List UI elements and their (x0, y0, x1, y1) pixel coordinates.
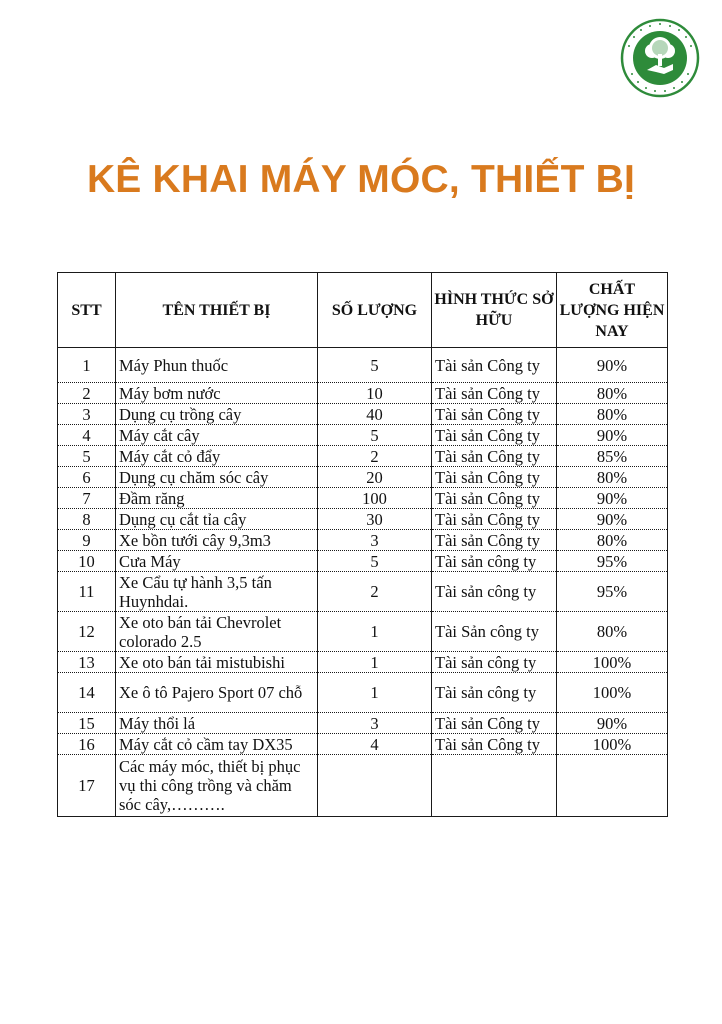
cell-ownership: Tài sản Công ty (432, 446, 557, 467)
cell-ownership: Tài sản Công ty (432, 467, 557, 488)
table-row (58, 713, 668, 734)
table-row (58, 551, 668, 572)
cell-quantity: 2 (318, 572, 432, 612)
cell-quantity: 5 (318, 551, 432, 572)
company-logo (620, 18, 700, 98)
cell-stt: 6 (58, 467, 116, 488)
cell-stt: 1 (58, 348, 116, 383)
cell-name: Xe oto bán tải mistubishi (116, 652, 318, 673)
cell-name: Máy thổi lá (116, 713, 318, 734)
cell-ownership: Tài sản Công ty (432, 348, 557, 383)
cell-quantity: 1 (318, 673, 432, 713)
cell-quality (557, 755, 668, 817)
table-row (58, 612, 668, 652)
cell-quantity: 3 (318, 713, 432, 734)
table-row (58, 383, 668, 404)
cell-name: Dụng cụ chăm sóc cây (116, 467, 318, 488)
cell-ownership: Tài sản Công ty (432, 530, 557, 551)
cell-name: Xe ô tô Pajero Sport 07 chỗ (116, 673, 318, 713)
cell-quantity: 5 (318, 425, 432, 446)
cell-quantity: 5 (318, 348, 432, 383)
cell-stt: 2 (58, 383, 116, 404)
cell-quantity: 1 (318, 612, 432, 652)
cell-ownership: Tài sản công ty (432, 673, 557, 713)
cell-quantity: 100 (318, 488, 432, 509)
cell-stt: 5 (58, 446, 116, 467)
cell-quality: 90% (557, 348, 668, 383)
cell-name: Xe bồn tưới cây 9,3m3 (116, 530, 318, 551)
cell-quality: 95% (557, 572, 668, 612)
cell-ownership: Tài sản công ty (432, 551, 557, 572)
table-body (58, 348, 668, 817)
cell-ownership: Tài sản Công ty (432, 383, 557, 404)
tree-handshake-logo-icon (620, 18, 700, 98)
cell-stt: 14 (58, 673, 116, 713)
table-row (58, 509, 668, 530)
cell-ownership (432, 755, 557, 817)
cell-ownership: Tài sản Công ty (432, 713, 557, 734)
cell-stt: 4 (58, 425, 116, 446)
cell-stt: 11 (58, 572, 116, 612)
cell-quantity: 3 (318, 530, 432, 551)
cell-ownership: Tài sản Công ty (432, 488, 557, 509)
cell-ownership: Tài Sản công ty (432, 612, 557, 652)
cell-stt: 9 (58, 530, 116, 551)
header-name: TÊN THIẾT BỊ (116, 273, 318, 348)
table-row (58, 404, 668, 425)
cell-name: Các máy móc, thiết bị phục vụ thi công trồng và chăm sóc cây,………. (116, 755, 318, 817)
cell-quantity: 10 (318, 383, 432, 404)
table-row (58, 530, 668, 551)
cell-name: Máy Phun thuốc (116, 348, 318, 383)
table-row (58, 652, 668, 673)
cell-name: Xe Cẩu tự hành 3,5 tấn Huynhdai. (116, 572, 318, 612)
cell-quality: 100% (557, 652, 668, 673)
cell-quality: 100% (557, 673, 668, 713)
cell-quality: 80% (557, 612, 668, 652)
cell-stt: 7 (58, 488, 116, 509)
header-quality: CHẤT LƯỢNG HIỆN NAY (557, 273, 668, 348)
header-ownership: HÌNH THỨC SỞ HỮU (432, 273, 557, 348)
cell-quality: 80% (557, 383, 668, 404)
cell-name: Máy cắt cỏ đẩy (116, 446, 318, 467)
header-stt: STT (58, 273, 116, 348)
cell-quality: 90% (557, 425, 668, 446)
table-row (58, 734, 668, 755)
cell-name: Cưa Máy (116, 551, 318, 572)
cell-name: Dụng cụ trồng cây (116, 404, 318, 425)
cell-stt: 17 (58, 755, 116, 817)
cell-quality: 90% (557, 713, 668, 734)
cell-ownership: Tài sản công ty (432, 652, 557, 673)
cell-ownership: Tài sản Công ty (432, 404, 557, 425)
cell-stt: 15 (58, 713, 116, 734)
table-row (58, 572, 668, 612)
cell-ownership: Tài sản Công ty (432, 734, 557, 755)
cell-quantity: 30 (318, 509, 432, 530)
cell-quantity: 4 (318, 734, 432, 755)
table-row (58, 673, 668, 713)
cell-quantity (318, 755, 432, 817)
cell-name: Dụng cụ cắt tỉa cây (116, 509, 318, 530)
cell-stt: 12 (58, 612, 116, 652)
cell-ownership: Tài sản Công ty (432, 509, 557, 530)
cell-stt: 16 (58, 734, 116, 755)
equipment-sheet (57, 272, 667, 817)
cell-name: Đầm răng (116, 488, 318, 509)
cell-quality: 80% (557, 530, 668, 551)
cell-name: Máy cắt cây (116, 425, 318, 446)
cell-quantity: 40 (318, 404, 432, 425)
cell-name: Máy bơm nước (116, 383, 318, 404)
header-quantity: SỐ LƯỢNG (318, 273, 432, 348)
cell-name: Xe oto bán tải Chevrolet colorado 2.5 (116, 612, 318, 652)
cell-stt: 13 (58, 652, 116, 673)
cell-quantity: 1 (318, 652, 432, 673)
cell-quality: 80% (557, 467, 668, 488)
table-row (58, 755, 668, 817)
cell-quality: 85% (557, 446, 668, 467)
cell-quantity: 20 (318, 467, 432, 488)
cell-quality: 95% (557, 551, 668, 572)
page-title: KÊ KHAI MÁY MÓC, THIẾT BỊ (86, 158, 636, 201)
table-row (58, 467, 668, 488)
table-row (58, 425, 668, 446)
cell-quality: 90% (557, 509, 668, 530)
table-row (58, 488, 668, 509)
cell-quality: 90% (557, 488, 668, 509)
cell-quantity: 2 (318, 446, 432, 467)
cell-stt: 3 (58, 404, 116, 425)
cell-quality: 100% (557, 734, 668, 755)
table-row (58, 348, 668, 383)
cell-quality: 80% (557, 404, 668, 425)
table-row (58, 446, 668, 467)
cell-stt: 8 (58, 509, 116, 530)
cell-stt: 10 (58, 551, 116, 572)
equipment-table (57, 272, 668, 817)
cell-ownership: Tài sản Công ty (432, 425, 557, 446)
cell-ownership: Tài sản công ty (432, 572, 557, 612)
cell-name: Máy cắt cỏ cầm tay DX35 (116, 734, 318, 755)
table-header-row (58, 273, 668, 348)
